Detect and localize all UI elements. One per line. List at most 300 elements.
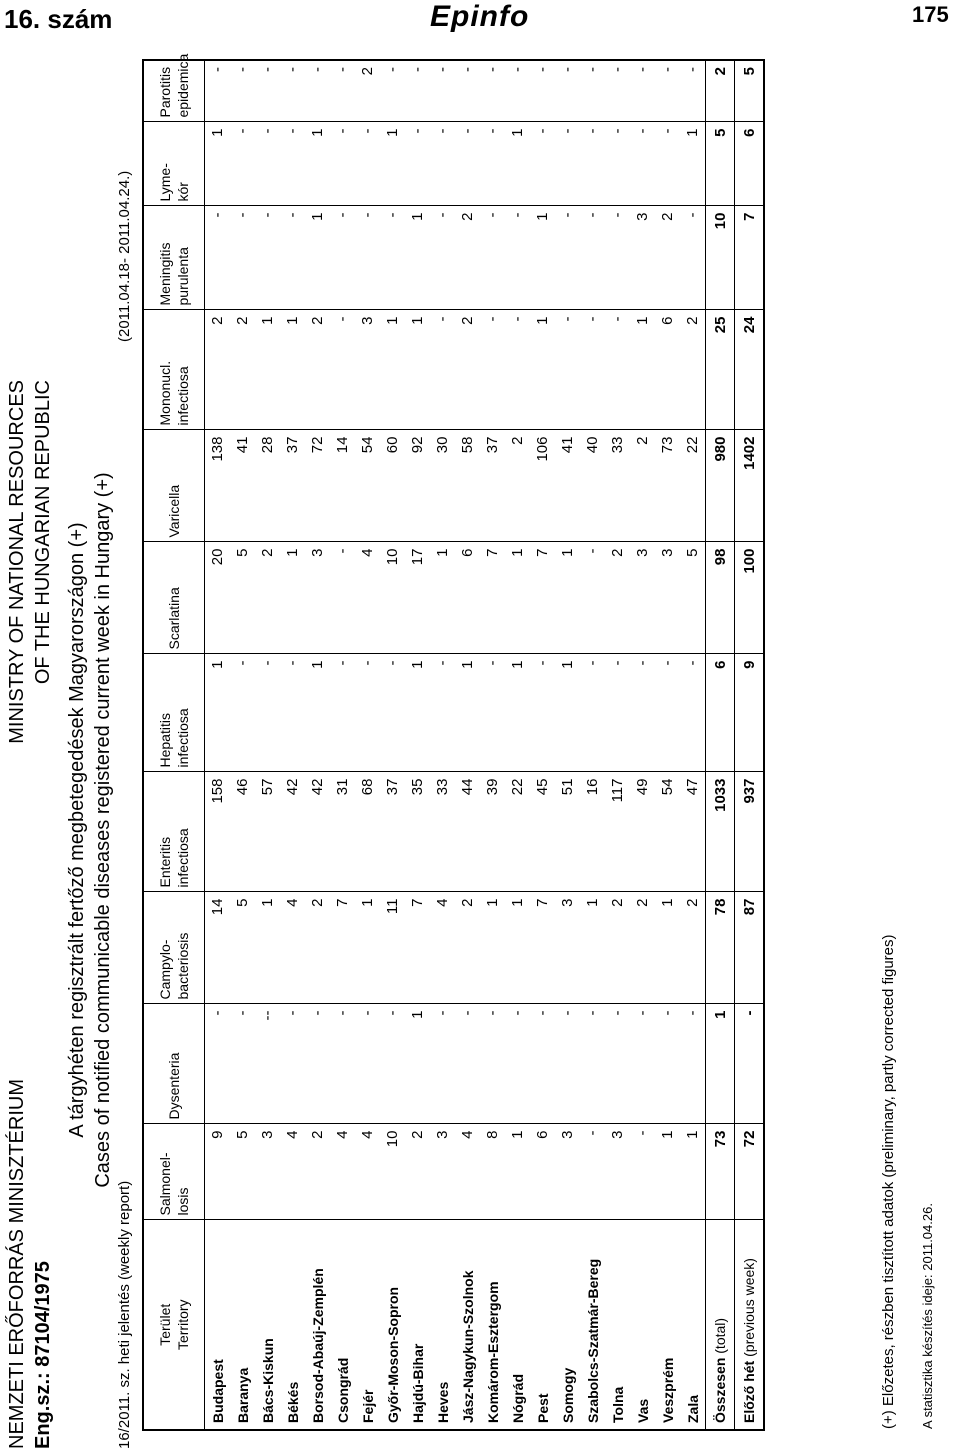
value-cell: 9 (205, 1124, 231, 1220)
value-cell: 3 (605, 1124, 630, 1220)
column-header-line: kór (175, 182, 191, 202)
value-cell: 68 (355, 772, 380, 892)
value-cell: - (505, 206, 530, 310)
value-cell: - (680, 1004, 706, 1124)
value-cell: 1 (680, 122, 706, 206)
value-cell: 54 (355, 430, 380, 542)
column-header-line: infectiosa (175, 708, 191, 768)
table-row (355, 60, 380, 1430)
value-cell: - (480, 654, 505, 772)
value-cell: 3 (305, 542, 330, 654)
value-cell: - (330, 654, 355, 772)
value-cell: - (555, 206, 580, 310)
column-header-line: epidemica (175, 53, 191, 118)
row-label: Fejér (359, 1389, 376, 1423)
value-cell: - (255, 60, 280, 122)
territory-cell (735, 1220, 765, 1430)
value-cell: 51 (555, 772, 580, 892)
column-header-line: Meningitis (157, 242, 173, 306)
table-row (480, 60, 505, 1430)
value-cell: - (430, 1004, 455, 1124)
table-row (330, 60, 355, 1430)
column-header (143, 310, 205, 430)
territory-cell (480, 1220, 505, 1430)
value-cell: - (580, 122, 605, 206)
value-cell: - (205, 206, 231, 310)
value-cell: - (430, 122, 455, 206)
value-cell: - (305, 1004, 330, 1124)
row-label: Heves (434, 1381, 451, 1423)
territory-cell (455, 1220, 480, 1430)
row-label: Zala (684, 1394, 701, 1423)
value-cell: 1 (405, 1004, 430, 1124)
value-cell: 1 (405, 206, 430, 310)
table-row (405, 60, 430, 1430)
value-cell: - (580, 654, 605, 772)
value-cell: - (605, 310, 630, 430)
value-cell: 73 (655, 430, 680, 542)
column-header (143, 654, 205, 772)
value-cell: - (280, 654, 305, 772)
value-cell: 2 (655, 206, 680, 310)
value-cell: - (530, 60, 555, 122)
value-cell: - (555, 60, 580, 122)
value-cell: 1 (455, 654, 480, 772)
value-cell: - (680, 206, 706, 310)
value-cell: 4 (280, 1124, 305, 1220)
value-cell: - (455, 60, 480, 122)
column-header (143, 1004, 205, 1124)
value-cell: 2 (355, 60, 380, 122)
value-cell: 5 (230, 542, 255, 654)
table-row (555, 60, 580, 1430)
value-cell: 5 (680, 542, 706, 654)
row-label: Baranya (234, 1367, 251, 1423)
value-cell: - (280, 60, 305, 122)
value-cell: 37 (280, 430, 305, 542)
value-cell: 5 (735, 60, 765, 122)
row-label: Győr-Moson-Sopron (384, 1286, 401, 1423)
value-cell: - (430, 310, 455, 430)
value-cell: - (580, 310, 605, 430)
value-cell: 10 (380, 1124, 405, 1220)
territory-cell (330, 1220, 355, 1430)
value-cell: - (330, 60, 355, 122)
value-cell: 7 (330, 892, 355, 1004)
ministry-name-hu: NEMZETI ERŐFORRÁS MINISZTÉRIUM (6, 1079, 28, 1449)
value-cell: 1 (505, 122, 530, 206)
value-cell: 2 (605, 892, 630, 1004)
value-cell: - (255, 206, 280, 310)
value-cell: 92 (405, 430, 430, 542)
value-cell: - (230, 1004, 255, 1124)
value-cell: 2 (605, 542, 630, 654)
column-header-line: Salmonel- (157, 1152, 173, 1216)
row-label: Borsod-Abaúj-Zemplén (309, 1268, 326, 1423)
value-cell: 1 (305, 654, 330, 772)
value-cell: 37 (480, 430, 505, 542)
row-label-en: (previous week) (741, 1258, 757, 1361)
territory-cell (205, 1220, 231, 1430)
value-cell: 9 (735, 654, 765, 772)
value-cell: 1 (505, 1124, 530, 1220)
value-cell: - (530, 122, 555, 206)
value-cell: 2 (255, 542, 280, 654)
row-label: Tolna (609, 1386, 626, 1423)
territory-cell (505, 1220, 530, 1430)
value-cell: 14 (330, 430, 355, 542)
value-cell: 106 (530, 430, 555, 542)
value-cell: 47 (680, 772, 706, 892)
value-cell: - (605, 60, 630, 122)
value-cell: 7 (405, 892, 430, 1004)
value-cell: 87 (735, 892, 765, 1004)
value-cell: 2 (680, 310, 706, 430)
value-cell: - (230, 60, 255, 122)
value-cell: 2 (455, 310, 480, 430)
epinfo-logo: Epinfo (430, 0, 530, 33)
row-label: Somogy (559, 1367, 576, 1423)
value-cell: 98 (706, 542, 735, 654)
value-cell: 6 (706, 654, 735, 772)
value-cell: 22 (505, 772, 530, 892)
prepared-date: A statisztika készítés ideje: 2011.04.26. (920, 1203, 935, 1429)
value-cell: 78 (706, 892, 735, 1004)
value-cell: 1 (430, 542, 455, 654)
value-cell: - (480, 122, 505, 206)
value-cell: - (255, 654, 280, 772)
territory-cell (255, 1220, 280, 1430)
value-cell: 57 (255, 772, 280, 892)
column-header (143, 206, 205, 310)
value-cell: - (735, 1004, 765, 1124)
value-cell: 2 (305, 1124, 330, 1220)
table-row (280, 60, 305, 1430)
territory-cell (355, 1220, 380, 1430)
value-cell: 5 (706, 122, 735, 206)
value-cell: 6 (735, 122, 765, 206)
row-label: Bács-Kiskun (259, 1338, 276, 1423)
page-header (0, 0, 960, 44)
value-cell: - (355, 206, 380, 310)
value-cell: - (280, 1004, 305, 1124)
value-cell: - (330, 206, 355, 310)
value-cell: - (530, 1004, 555, 1124)
value-cell: 1 (580, 892, 605, 1004)
value-cell: 4 (280, 892, 305, 1004)
value-cell: - (505, 1004, 530, 1124)
row-label: Nógrád (509, 1374, 526, 1423)
column-header-line: Lyme- (157, 163, 173, 202)
value-cell: - (455, 122, 480, 206)
column-header (143, 430, 205, 542)
value-cell: 30 (430, 430, 455, 542)
table-row (530, 60, 555, 1430)
value-cell: 3 (255, 1124, 280, 1220)
value-cell: - (405, 60, 430, 122)
table-row (655, 60, 680, 1430)
column-header-line: Mononucl. (157, 360, 173, 426)
column-header-line: Hepatitis (157, 713, 173, 768)
territory-cell (405, 1220, 430, 1430)
row-label: Csongrád (334, 1357, 351, 1423)
value-cell: 1 (255, 310, 280, 430)
territory-cell (706, 1220, 735, 1430)
value-cell: 4 (355, 1124, 380, 1220)
value-cell: 1 (305, 206, 330, 310)
title-en: Cases of notified communicable diseases registered current week in Hungary (+) (92, 472, 114, 1188)
value-cell: 2 (630, 892, 655, 1004)
value-cell: 60 (380, 430, 405, 542)
value-cell: - (355, 654, 380, 772)
value-cell: 2 (680, 892, 706, 1004)
value-cell: 3 (630, 206, 655, 310)
value-cell: - (605, 206, 630, 310)
value-cell: 7 (735, 206, 765, 310)
value-cell: 1 (280, 310, 305, 430)
value-cell: 7 (530, 892, 555, 1004)
value-cell: 1 (555, 542, 580, 654)
value-cell: - (330, 310, 355, 430)
value-cell: 39 (480, 772, 505, 892)
column-header-line: Parotitis (157, 66, 173, 118)
value-cell: 46 (230, 772, 255, 892)
value-cell: 1 (706, 1004, 735, 1124)
value-cell: - (405, 122, 430, 206)
value-cell: - (680, 654, 706, 772)
value-cell: 8 (480, 1124, 505, 1220)
value-cell: - (505, 310, 530, 430)
value-cell: 5 (230, 1124, 255, 1220)
value-cell: - (380, 206, 405, 310)
territory-cell (530, 1220, 555, 1430)
value-cell: 2 (405, 1124, 430, 1220)
value-cell: 1 (505, 542, 530, 654)
value-cell: - (605, 1004, 630, 1124)
value-cell: 1033 (706, 772, 735, 892)
column-header-line: Enteritis (157, 836, 173, 888)
value-cell: 3 (555, 892, 580, 1004)
value-cell: - (280, 206, 305, 310)
value-cell: 42 (280, 772, 305, 892)
value-cell: 1 (405, 654, 430, 772)
table-row (380, 60, 405, 1430)
value-cell: - (630, 654, 655, 772)
value-cell: 2 (455, 892, 480, 1004)
footnote: (+) Előzetes, részben tisztított adatok (preliminary, partly corrected figures) (880, 934, 897, 1429)
value-cell: - (580, 1124, 605, 1220)
value-cell: 1 (355, 892, 380, 1004)
ministry-name-en-1: MINISTRY OF NATIONAL RESOURCES (6, 380, 28, 744)
territory-cell (380, 1220, 405, 1430)
value-cell: 14 (205, 892, 231, 1004)
table-row (305, 60, 330, 1430)
value-cell: - (605, 654, 630, 772)
value-cell: 3 (630, 542, 655, 654)
value-cell: - (480, 206, 505, 310)
value-cell: 1 (405, 310, 430, 430)
column-header-line: Scarlatina (166, 587, 182, 650)
table-row (580, 60, 605, 1430)
row-label: Jász-Nagykun-Szolnok (459, 1270, 476, 1423)
value-cell: 24 (735, 310, 765, 430)
value-cell: 3 (655, 542, 680, 654)
value-cell: - (205, 1004, 231, 1124)
value-cell: 37 (380, 772, 405, 892)
value-cell: 4 (330, 1124, 355, 1220)
value-cell: - (380, 60, 405, 122)
issue-number: 16. szám (4, 4, 113, 34)
value-cell: - (555, 122, 580, 206)
value-cell: 10 (380, 542, 405, 654)
territory-cell (580, 1220, 605, 1430)
territory-cell (305, 1220, 330, 1430)
value-cell: - (430, 654, 455, 772)
value-cell: - (355, 1004, 380, 1124)
table-row (680, 60, 706, 1430)
value-cell: 1 (655, 1124, 680, 1220)
column-header (143, 122, 205, 206)
table-row (630, 60, 655, 1430)
value-cell: 33 (430, 772, 455, 892)
value-cell: 49 (630, 772, 655, 892)
value-cell: - (380, 1004, 405, 1124)
value-cell: - (580, 1004, 605, 1124)
column-header-line: Territory (175, 1299, 191, 1351)
column-header-line: Terület (157, 1303, 173, 1346)
value-cell: 1402 (735, 430, 765, 542)
value-cell: 158 (205, 772, 231, 892)
value-cell: 2 (630, 430, 655, 542)
value-cell: 1 (655, 892, 680, 1004)
territory-cell (655, 1220, 680, 1430)
value-cell: 2 (505, 430, 530, 542)
territory-cell (280, 1220, 305, 1430)
value-cell: - (555, 1004, 580, 1124)
value-cell: 2 (230, 310, 255, 430)
territory-cell (430, 1220, 455, 1430)
value-cell: 1 (280, 542, 305, 654)
value-cell: 10 (706, 206, 735, 310)
table-row (205, 60, 231, 1430)
value-cell: 17 (405, 542, 430, 654)
value-cell: - (480, 310, 505, 430)
column-header-line: Dysenteria (166, 1052, 182, 1120)
value-cell: 44 (455, 772, 480, 892)
value-cell: 2 (455, 206, 480, 310)
value-cell: 1 (530, 206, 555, 310)
value-cell: 35 (405, 772, 430, 892)
rotated-report (0, 50, 960, 1455)
value-cell: - (380, 654, 405, 772)
value-cell: 1 (505, 654, 530, 772)
value-cell: 1 (480, 892, 505, 1004)
value-cell: - (230, 654, 255, 772)
value-cell: 1 (555, 654, 580, 772)
column-header-line: Campylo- (157, 939, 173, 1000)
value-cell: 2 (305, 310, 330, 430)
value-cell: 1 (505, 892, 530, 1004)
ministry-name-en-2: OF THE HUNGARIAN REPUBLIC (32, 380, 54, 685)
value-cell: 2 (305, 892, 330, 1004)
row-label: Vas (634, 1398, 651, 1423)
value-cell: 33 (605, 430, 630, 542)
value-cell: 7 (530, 542, 555, 654)
value-cell: 42 (305, 772, 330, 892)
table-row (735, 60, 765, 1430)
value-cell: 73 (706, 1124, 735, 1220)
value-cell: - (655, 1004, 680, 1124)
value-cell: - (605, 122, 630, 206)
value-cell: 25 (706, 310, 735, 430)
value-cell: - (255, 122, 280, 206)
value-cell: - (480, 1004, 505, 1124)
value-cell: 45 (530, 772, 555, 892)
value-cell: 937 (735, 772, 765, 892)
value-cell: 6 (530, 1124, 555, 1220)
column-header (143, 1220, 205, 1430)
value-cell: - (655, 60, 680, 122)
column-header-line: Varicella (166, 484, 182, 538)
row-label-en: (total) (712, 1317, 728, 1358)
value-cell: 16 (580, 772, 605, 892)
row-label: Szabolcs-Szatmár-Bereg (584, 1258, 601, 1423)
column-header (143, 772, 205, 892)
column-header-line: infectiosa (175, 828, 191, 888)
column-header-line: infectiosa (175, 366, 191, 426)
table-row (706, 60, 735, 1430)
value-cell: 31 (330, 772, 355, 892)
row-label: Pest (534, 1393, 551, 1423)
value-cell: 3 (555, 1124, 580, 1220)
value-cell: 58 (455, 430, 480, 542)
table-row (255, 60, 280, 1430)
column-header (143, 53, 205, 122)
table-row (505, 60, 530, 1430)
value-cell: 1 (630, 310, 655, 430)
value-cell: - (680, 60, 706, 122)
value-cell: - (355, 122, 380, 206)
value-cell: - (280, 122, 305, 206)
territory-cell (605, 1220, 630, 1430)
date-range: (2011.04.18- 2011.04.24.) (116, 170, 133, 342)
value-cell: 2 (706, 60, 735, 122)
value-cell: - (630, 1004, 655, 1124)
value-cell: 980 (706, 430, 735, 542)
value-cell: 1 (530, 310, 555, 430)
table-header-row (143, 60, 205, 1430)
territory-cell (680, 1220, 706, 1430)
value-cell: - (655, 654, 680, 772)
value-cell: - (580, 206, 605, 310)
column-header (143, 542, 205, 654)
value-cell: 72 (305, 430, 330, 542)
value-cell: - (630, 122, 655, 206)
report-label: 16/2011. sz. heti jelentés (weekly report) (116, 1180, 133, 1449)
table-row (230, 60, 255, 1430)
value-cell: 4 (355, 542, 380, 654)
value-cell: - (230, 206, 255, 310)
page-number: 175 (912, 2, 949, 27)
value-cell: - (330, 122, 355, 206)
value-cell: - (230, 122, 255, 206)
value-cell: - (655, 122, 680, 206)
value-cell: - (480, 60, 505, 122)
column-header-line: purulenta (175, 247, 191, 306)
value-cell: - (530, 654, 555, 772)
disease-table (142, 53, 765, 1431)
column-header-line: losis (175, 1187, 191, 1216)
